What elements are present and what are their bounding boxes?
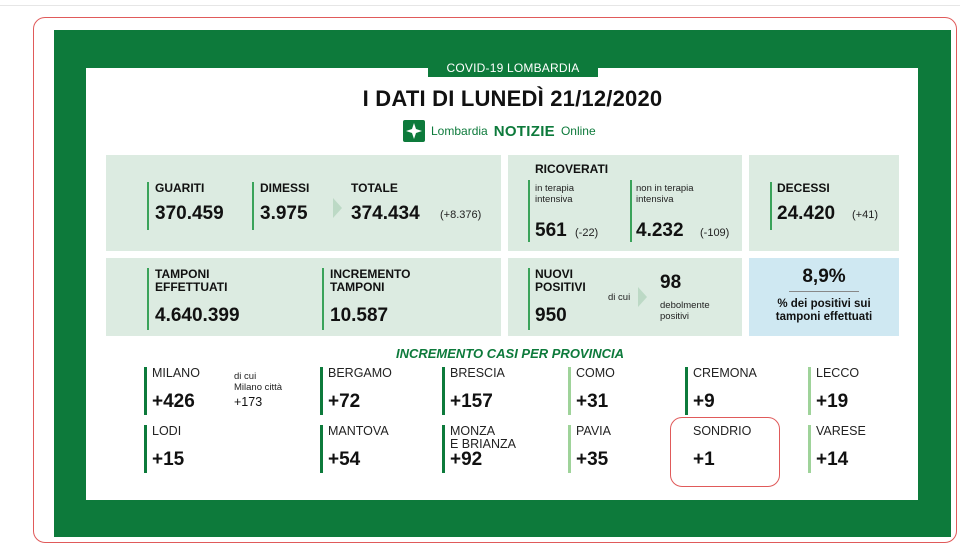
province-bar bbox=[442, 425, 445, 473]
province-name: SONDRIO bbox=[693, 424, 752, 438]
nti-delta: (-109) bbox=[700, 227, 730, 239]
province-cremona bbox=[685, 367, 805, 417]
province-bar bbox=[568, 367, 571, 415]
province-value: +1 bbox=[693, 449, 715, 470]
dimessi-value: 3.975 bbox=[260, 203, 308, 224]
inc-tamponi-label-1: INCREMENTO bbox=[330, 267, 411, 281]
province-name: COMO bbox=[576, 366, 615, 380]
brand-online: Online bbox=[560, 124, 596, 138]
tamponi-value: 4.640.399 bbox=[155, 305, 240, 326]
province-value: +54 bbox=[328, 449, 361, 470]
inc-tamponi-label-2: TAMPONI bbox=[330, 280, 385, 294]
positivi-bar bbox=[528, 268, 530, 330]
province-value: +31 bbox=[576, 391, 609, 412]
decessi-delta: (+41) bbox=[852, 209, 878, 221]
lombardia-logo-icon bbox=[403, 120, 425, 142]
province-name: MILANO bbox=[152, 366, 200, 380]
brand-notizie: NOTIZIE bbox=[493, 122, 555, 140]
province-bar bbox=[568, 425, 571, 473]
tamponi-label-2: EFFETTUATI bbox=[155, 280, 228, 294]
milano-dicui-value: +173 bbox=[234, 395, 263, 409]
province-bar bbox=[320, 425, 323, 473]
totale-label: TOTALE bbox=[351, 181, 398, 195]
positivi-label-2: POSITIVI bbox=[535, 280, 586, 294]
province-bar bbox=[320, 367, 323, 415]
deboli-label-2: positivi bbox=[660, 311, 690, 322]
deboli-value: 98 bbox=[660, 272, 682, 293]
province-name: MANTOVA bbox=[328, 424, 389, 438]
province-name: CREMONA bbox=[693, 366, 757, 380]
ti-value: 561 bbox=[535, 220, 567, 241]
province-value: +9 bbox=[693, 391, 715, 412]
province-name-2: E BRIANZA bbox=[450, 437, 516, 451]
ti-delta: (-22) bbox=[575, 227, 599, 239]
dimessi-label: DIMESSI bbox=[260, 181, 310, 195]
province-como bbox=[568, 367, 688, 417]
totale-delta: (+8.376) bbox=[440, 209, 482, 221]
province-bar bbox=[144, 425, 147, 473]
province-title: INCREMENTO CASI PER PROVINCIA bbox=[395, 346, 624, 361]
province-value: +15 bbox=[152, 449, 185, 470]
ti-label-2: intensiva bbox=[535, 194, 573, 205]
tamponi-bar bbox=[147, 268, 149, 330]
percent-value: 8,9% bbox=[802, 266, 846, 287]
totale-value: 374.434 bbox=[351, 203, 420, 224]
milano-dicui-2: Milano città bbox=[234, 382, 283, 393]
province-bergamo bbox=[320, 367, 440, 417]
top-divider bbox=[0, 0, 960, 6]
nti-bar bbox=[630, 180, 632, 242]
percent-divider bbox=[789, 291, 859, 292]
brand-logo-row bbox=[403, 119, 596, 143]
positivi-dicui: di cui bbox=[608, 292, 631, 303]
ti-bar bbox=[528, 180, 530, 242]
header-badge: COVID-19 LOMBARDIA bbox=[428, 60, 598, 77]
ricoverati-label: RICOVERATI bbox=[535, 162, 609, 176]
nti-label-1: non in terapia bbox=[636, 183, 694, 194]
inc-tamponi-value: 10.587 bbox=[330, 305, 389, 326]
sondrio-highlight bbox=[670, 417, 780, 487]
guariti-bar bbox=[147, 182, 149, 230]
province-bar bbox=[442, 367, 445, 415]
percent-label-1: % dei positivi sui bbox=[777, 298, 871, 310]
ti-label-1: in terapia bbox=[535, 183, 575, 194]
brand-lombardia: Lombardia bbox=[431, 124, 488, 138]
province-bar bbox=[685, 367, 688, 415]
province-name: MONZA bbox=[450, 424, 496, 438]
province-name: BRESCIA bbox=[450, 366, 505, 380]
province-name: LECCO bbox=[816, 366, 860, 380]
province-value: +19 bbox=[816, 391, 849, 412]
province-bar bbox=[808, 425, 811, 473]
decessi-bar bbox=[770, 182, 772, 230]
chevron-right-icon bbox=[333, 198, 342, 218]
province-value: +92 bbox=[450, 449, 483, 470]
decessi-value: 24.420 bbox=[777, 203, 836, 224]
dimessi-bar bbox=[252, 182, 254, 230]
province-name: PAVIA bbox=[576, 424, 611, 438]
province-value: +72 bbox=[328, 391, 361, 412]
province-lecco bbox=[808, 367, 928, 417]
inc-tamponi-bar bbox=[322, 268, 324, 330]
nti-label-2: intensiva bbox=[636, 194, 674, 205]
page-title: I DATI DI LUNEDÌ 21/12/2020 bbox=[362, 86, 663, 111]
province-name: LODI bbox=[152, 424, 182, 438]
guariti-label: GUARITI bbox=[155, 181, 205, 195]
tamponi-label-1: TAMPONI bbox=[155, 267, 210, 281]
milano-dicui-1: di cui bbox=[234, 371, 257, 382]
guariti-value: 370.459 bbox=[155, 203, 224, 224]
decessi-label: DECESSI bbox=[777, 181, 830, 195]
province-mantova bbox=[320, 425, 440, 475]
province-value: +157 bbox=[450, 391, 493, 412]
province-bar bbox=[808, 367, 811, 415]
positivi-label-1: NUOVI bbox=[535, 267, 574, 281]
chevron-right-icon-2 bbox=[638, 287, 647, 307]
province-lodi bbox=[144, 425, 264, 475]
province-brescia bbox=[442, 367, 562, 417]
deboli-label-1: debolmente bbox=[660, 300, 710, 311]
province-name: VARESE bbox=[816, 424, 866, 438]
nti-value: 4.232 bbox=[636, 220, 684, 241]
province-monza bbox=[442, 425, 562, 475]
percent-label-2: tamponi effettuati bbox=[775, 311, 873, 323]
province-varese bbox=[808, 425, 928, 475]
province-name: BERGAMO bbox=[328, 366, 392, 380]
province-value: +35 bbox=[576, 449, 609, 470]
province-bar bbox=[144, 367, 147, 415]
positivi-value: 950 bbox=[535, 305, 567, 326]
province-value: +426 bbox=[152, 391, 195, 412]
province-value: +14 bbox=[816, 449, 849, 470]
